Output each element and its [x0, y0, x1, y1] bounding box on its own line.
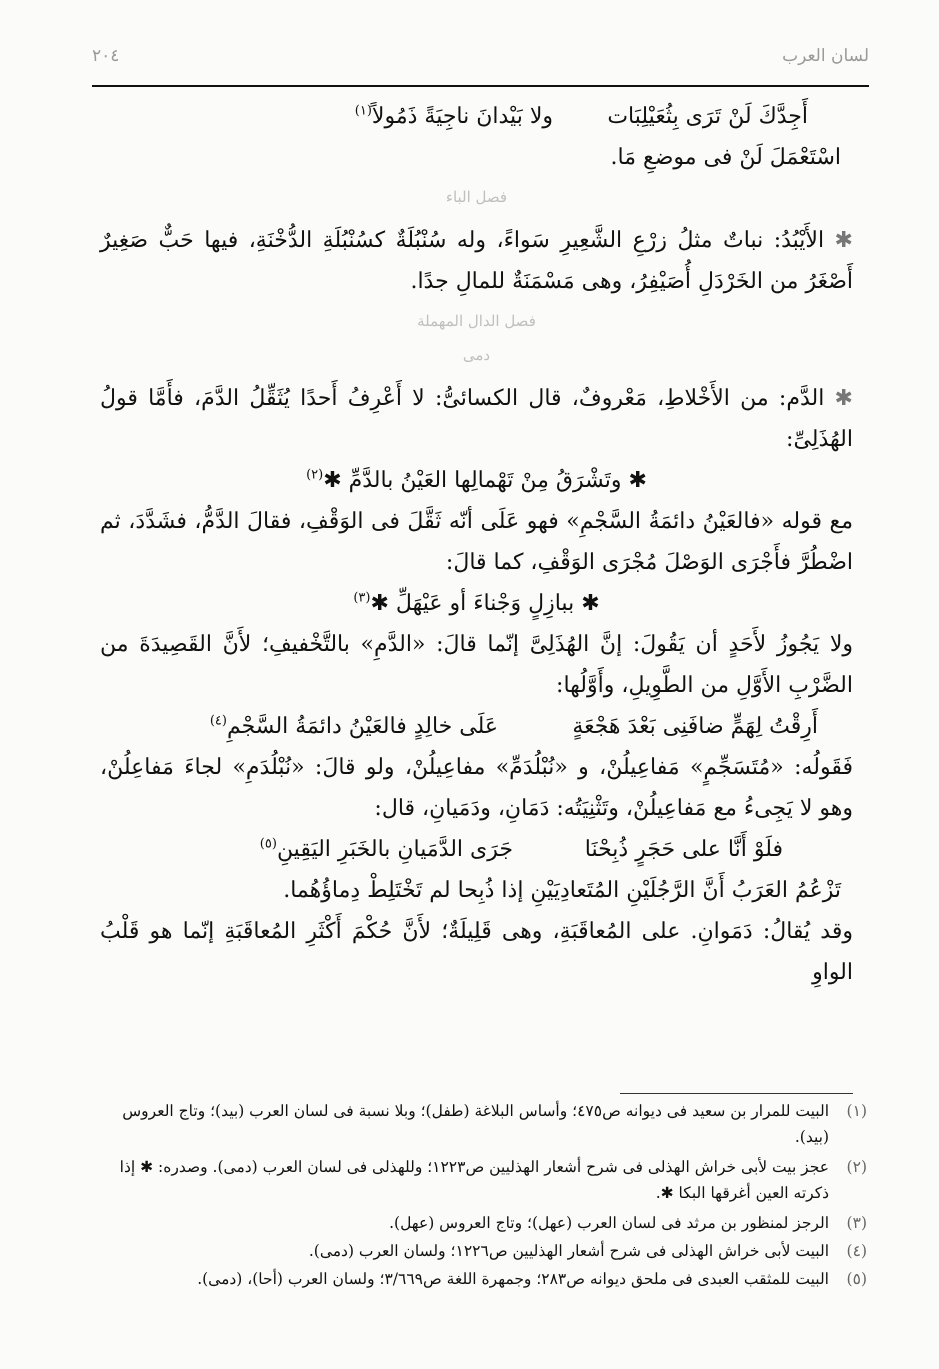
paragraph-abyad: [100, 220, 853, 302]
verse-3-second-hemistich: [260, 829, 513, 870]
paragraph-waqad: وقد يُقالُ: دَمَوانِ. على المُعاقَبَةِ، وهى قَلِيلَةٌ؛ لأَنَّ حُكْمَ أَكْثَرِ المُعاقَبَةِ إنّما هو قَلْبُ الواوِ: [100, 919, 853, 985]
footnote-ref-4: (٤): [209, 713, 227, 729]
footnote-text: البيت لأبى خراش الهذلى فى شرح أشعار الهذليين ص١٢٢٦؛ ولسان العرب (دمى).: [308, 1242, 829, 1260]
verse-1-second-hemistich: [355, 96, 553, 137]
verse-2: [100, 706, 853, 747]
footnotes: [100, 1098, 867, 1292]
star-icon: ✱: [323, 468, 349, 493]
footnote-3: [100, 1210, 867, 1236]
footnote-4: [100, 1238, 867, 1264]
entry-asterisk-icon: ✱: [824, 228, 853, 253]
verse-2-second-hemistich: [210, 706, 498, 747]
footnote-ref-2: (٢): [306, 467, 324, 483]
verse-1: [100, 96, 853, 137]
footnote-rule: [620, 1093, 853, 1094]
paragraph-abyad-text: الأَيْبُدُ: نباتٌ مثلُ زرْعِ الشَّعِيرِ سَواءً، وله سُنْبُلَةٌ كسُنْبُلَةِ الدُّخْنَةِ، فيها حَبٌّ صَغِيرٌ أَصْغَرُ من الخَرْدَلِ أُصَيْفِرُ، وهى مَسْمَنَةٌ للمالِ جدًا.: [100, 228, 853, 294]
paragraph-mashdud: مع قوله «فالعَيْنُ دائمَةُ السَّجْمِ» فهو عَلَى أنّه ثَقَّلَ فى الوَقْفِ، فقالَ الدَّمُّ، فشَدَّدَ، ثم اضْطُرَّ فأَجْرَى الوَصْلَ مُجْرَى الوَقْفِ، كما قالَ:: [100, 509, 853, 575]
paragraph-dam: [100, 378, 853, 460]
section-mark-3: دمى: [462, 346, 491, 364]
footnote-text: عجز بيت لأبى خراش الهذلى فى شرح أشعار الهذليين ص١٢٢٣؛ وللهذلى فى لسان العرب (دمى). وصدره: ✱ إذا ذكرته العين أغرقها البكا ✱.: [119, 1158, 829, 1202]
footnote-text: الرجز لمنظور بن مرثد فى لسان العرب (عهل)؛ وتاج العروس (عهل).: [389, 1214, 829, 1232]
footnote-ref-1: (١): [354, 103, 372, 119]
footnote-text: البيت للمثقب العبدى فى ملحق ديوانه ص٢٨٣؛ وجمهرة اللغة ص٣/٦٦٩؛ ولسان العرب (أحا)، (دمى).: [197, 1270, 829, 1288]
entry-asterisk-icon: ✱: [824, 386, 853, 411]
footnote-ref-5: (٥): [259, 836, 277, 852]
main-text: [100, 96, 853, 993]
running-head: لسان العرب: [782, 46, 869, 66]
footnote-1: [100, 1098, 867, 1150]
verse-3-first-hemistich: فلَوْ أَنَّا على حَجَرٍ ذُبِحْنَا: [584, 837, 783, 862]
verse-3: [100, 829, 853, 870]
verse-2-second-text: عَلَى خالِدٍ فالعَيْنُ دائمَةُ السَّجْمِ: [226, 714, 498, 739]
paragraph-tazum: تَزْعُمُ العَرَبُ أَنَّ الرَّجُلَيْنِ المُتَعادِيَيْنِ إذا ذُبِحا لم تَخْتَلِطْ دِماؤُهُما.: [283, 878, 841, 903]
verse-3-second-text: جَرَى الدَّمَيانِ بالخَبَرِ اليَقِينِ: [276, 837, 513, 862]
footnote-number: (٤): [846, 1242, 867, 1260]
footnote-number: (٥): [846, 1270, 867, 1288]
footnote-text: البيت للمرار بن سعيد فى ديوانه ص٤٧٥؛ وأساس البلاغة (طفل)؛ وبلا نسبة فى لسان العرب (بيد)؛ وتاج العروس (بيد).: [122, 1102, 829, 1146]
page-number: ٢٠٤: [92, 46, 120, 66]
section-mark-2: فصل الدال المهملة: [417, 312, 536, 330]
footnote-5: [100, 1266, 867, 1292]
hemistich-2-text: ببازِلٍ وَجْناءَ أو عَيْهَلِّ: [395, 591, 575, 616]
verse-1-second-text: ولا بَيْدانَ ناجِيَةً ذَمُولاً: [371, 104, 553, 129]
star-icon: ✱: [370, 591, 396, 616]
star-icon: ✱: [621, 468, 647, 493]
footnote-number: (١): [846, 1102, 867, 1120]
footnote-ref-3: (٣): [353, 590, 371, 606]
footnote-2: [100, 1154, 867, 1206]
footnote-number: (٢): [846, 1158, 867, 1176]
hemistich-1: [100, 460, 853, 501]
hemistich-2: [100, 583, 853, 624]
paragraph-dam-text: الدَّم: من الأَخْلاطِ، مَعْروفٌ، قال الكسائىُّ: لا أَعْرِفُ أَحدًا يُثَقِّلُ الدَّمَ، فأَمَّا قولُ الهُذَلِىِّ:: [100, 386, 853, 452]
verse-1-first-hemistich: أَجِدَّكَ لَنْ تَرَى بِثُعَيْلِبَات: [607, 104, 808, 129]
section-mark-1: فصل الباء: [445, 188, 508, 206]
footnote-number: (٣): [846, 1214, 867, 1232]
star-icon: ✱: [574, 591, 600, 616]
page-header: [92, 38, 869, 78]
verse-2-first-hemistich: أَرِقْتُ لِهَمٍّ ضافَنِى بَعْدَ هَجْعَةٍ: [572, 714, 818, 739]
line-after-verse-1: اسْتَعْمَلَ لَنْ فى موضعِ مَا.: [610, 145, 841, 170]
hemistich-1-text: وتَشْرَقُ مِنْ تَهْمالِها العَيْنُ بالدَّمِّ: [348, 468, 622, 493]
paragraph-faqawluh: فَقَولُه: «مُتَسَجِّمٍ» مَفاعِيلُنْ، و «نُبْلُدَمِّ» مفاعِيلُنْ، ولو قالَ: «نُبْلُدَمِ» لجاءَ مَفاعِلُنْ، وهو لا يَجِىءُ مع مَفاعِيلُنْ، وتَثْنِيَتُه: دَمَانِ، ودَمَيانِ، قال:: [100, 755, 853, 821]
paragraph-yajuz: ولا يَجُوزُ لأَحَدٍ أن يَقُولَ: إنَّ الهُذَلِىَّ إنّما قالَ: «الدَّمِ» بالتَّخْفيفِ؛ لأَنَّ القَصِيدَةَ من الضَّرْبِ الأَوَّلِ من الطَّوِيلِ، وأَوَّلُها:: [100, 632, 853, 698]
header-rule: [92, 85, 869, 87]
